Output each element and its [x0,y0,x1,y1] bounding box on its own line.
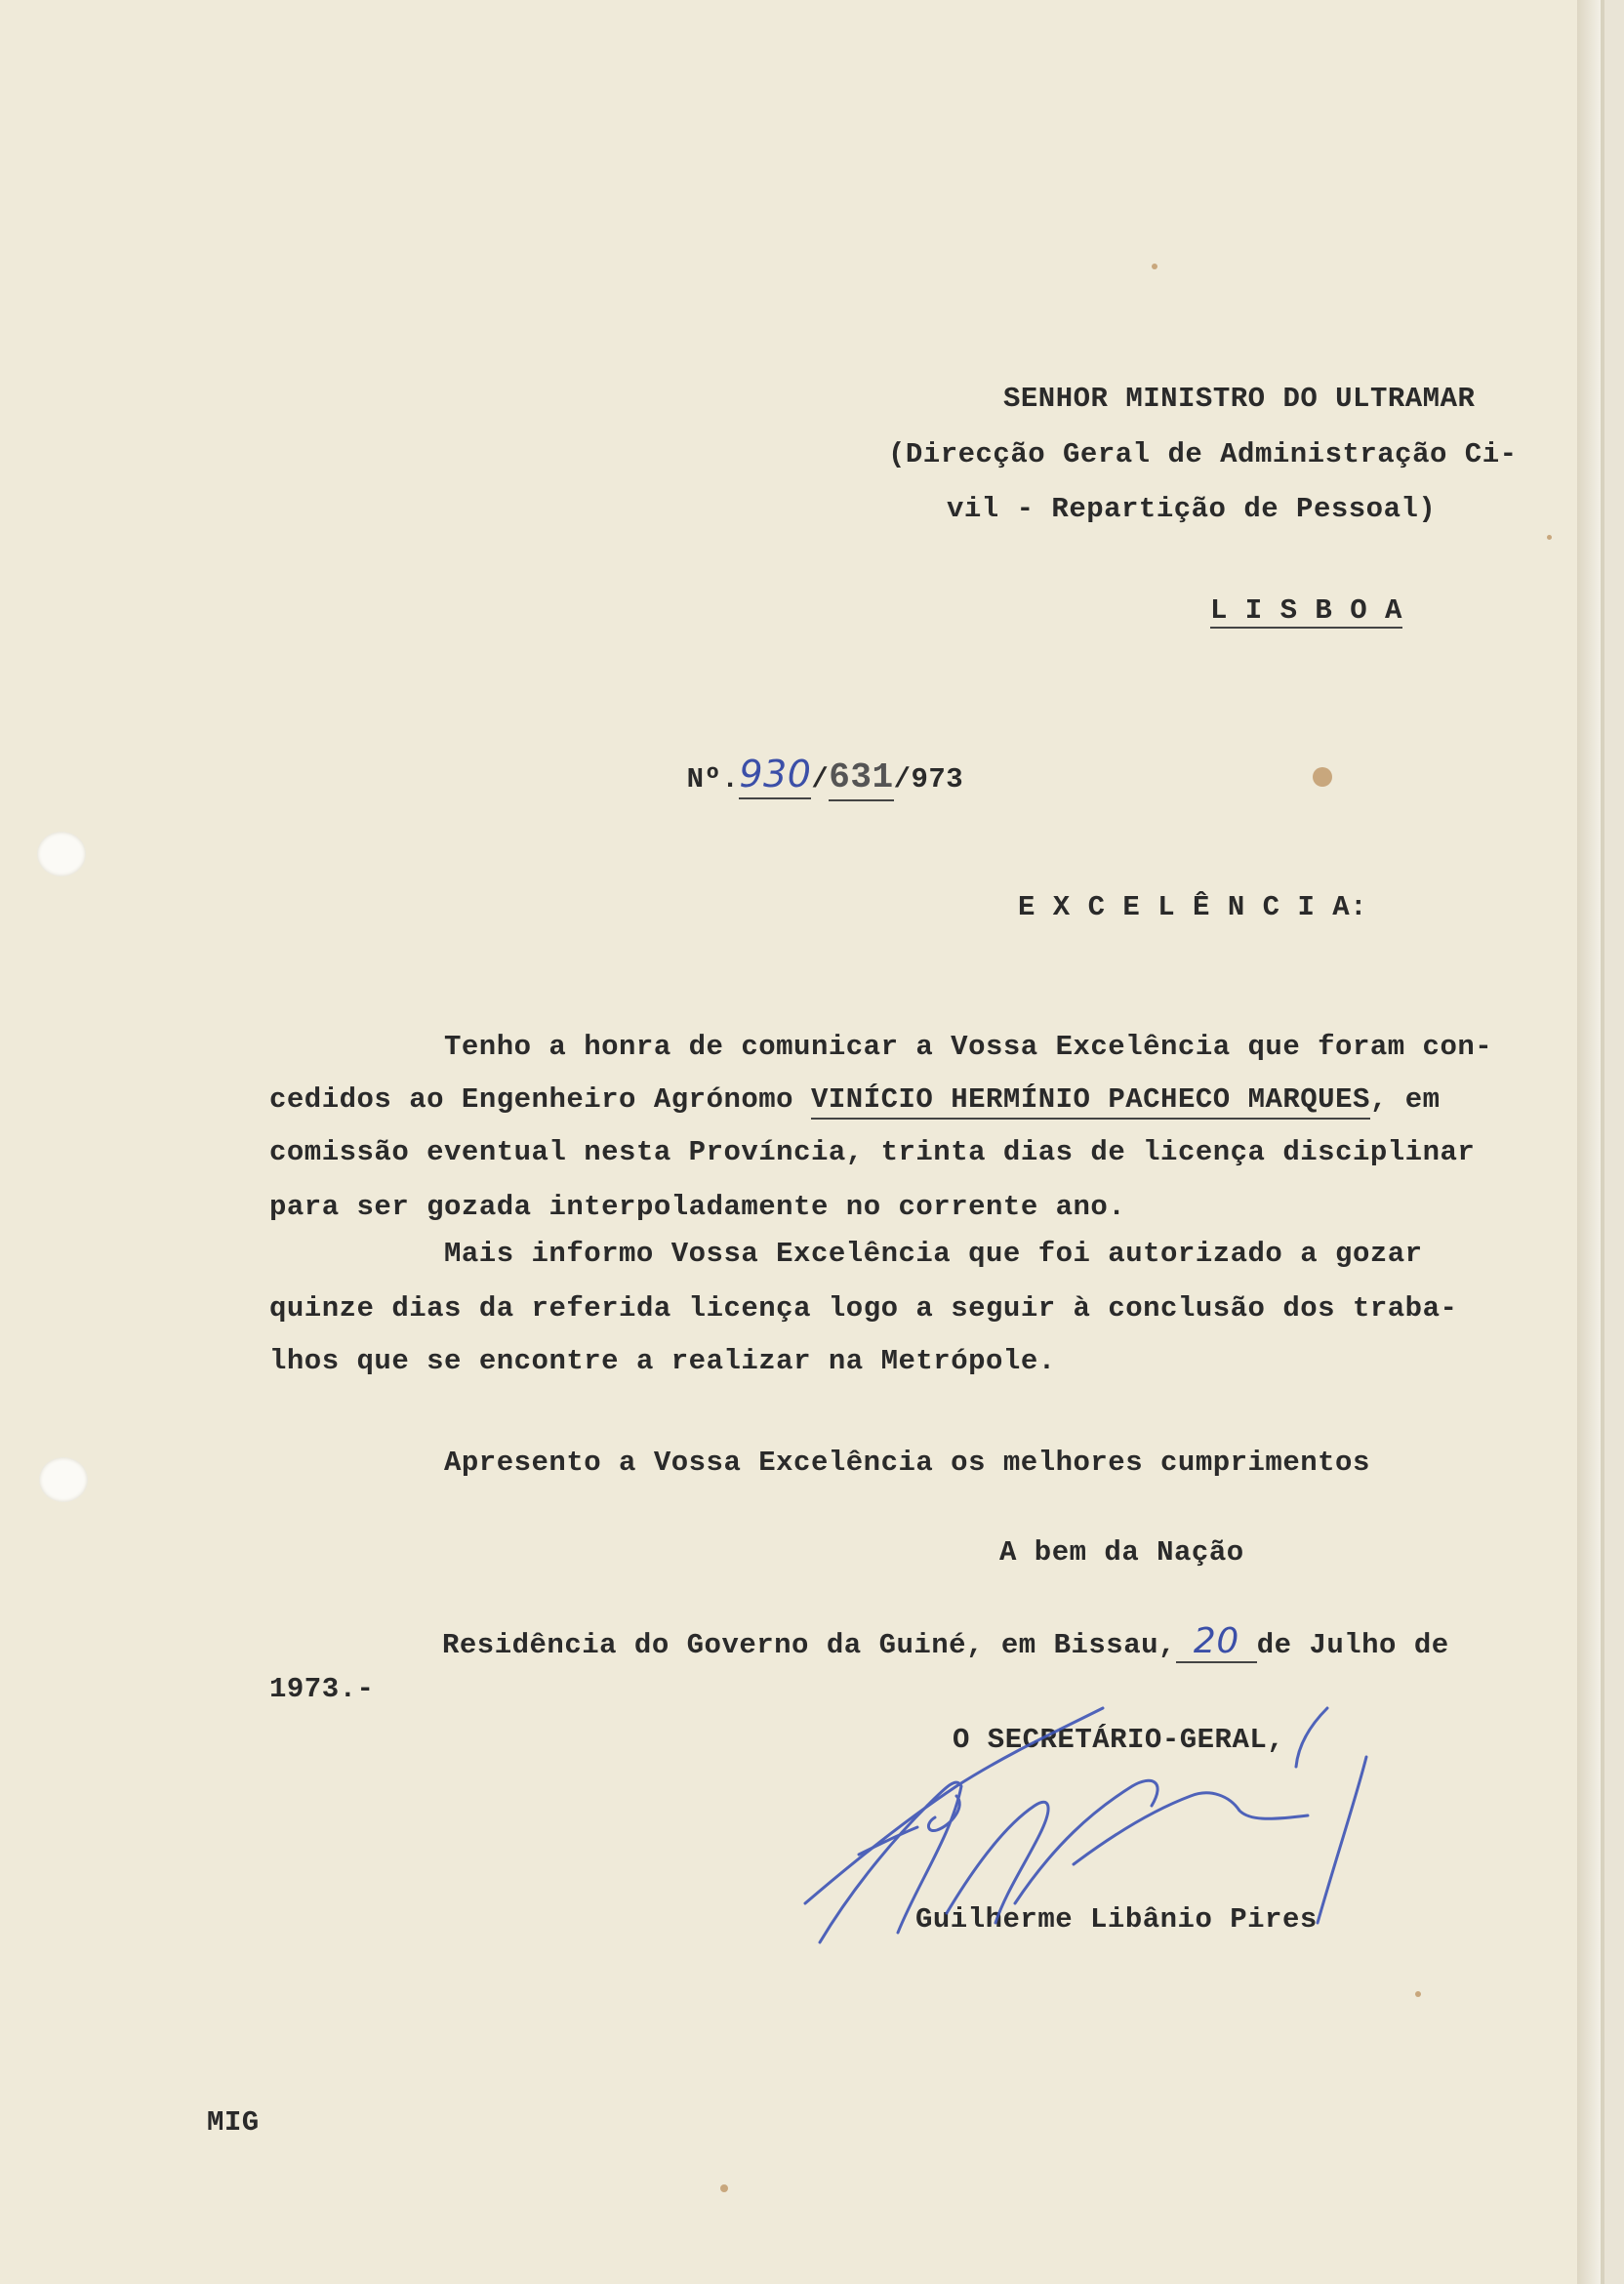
typist-initials: MIG [207,2106,260,2139]
punch-hole-bottom [39,1457,88,1502]
body-p1-line-2-end: , em [1369,1083,1441,1116]
body-p1-line-4: para ser gozada interpoladamente no corrente ano. [269,1191,1126,1223]
stain-spot [1313,767,1332,787]
stain-spot [720,2184,728,2192]
reference-prefix: Nº. [686,763,740,795]
place-date-end: de Julho de [1256,1629,1449,1661]
body-p2-line-3: lhos que se encontre a realizar na Metrópole. [269,1345,1056,1377]
salutation: E X C E L Ê N C I A: [1018,891,1368,923]
body-p1-line-2-start: cedidos ao Engenheiro Agrónomo [269,1083,811,1116]
punch-hole-top [37,832,86,877]
stain-spot [1547,535,1552,540]
closing-motto: A bem da Nação [999,1536,1244,1569]
addressee-line-1: SENHOR MINISTRO DO ULTRAMAR [1003,383,1476,415]
page-edge [1577,0,1601,2284]
handwritten-signature [781,1640,1386,1991]
stain-spot [1415,1991,1421,1997]
body-p1-line-1: Tenho a honra de comunicar a Vossa Excelência que foram con- [444,1031,1493,1063]
reference-separator: / [811,763,830,795]
engineer-name: VINÍCIO HERMÍNIO PACHECO MARQUES [811,1083,1370,1120]
reference-number [617,727,963,824]
stain-spot [1152,264,1157,269]
closing-year: 1973.- [269,1673,375,1705]
reference-year: /973 [893,763,964,795]
body-p1-line-3: comissão eventual nesta Província, trinta dias de licença disciplinar [269,1136,1476,1168]
reference-handwritten-number: 930 [739,753,811,799]
signatory-title: O SECRETÁRIO-GERAL, [953,1724,1285,1756]
place-date-start: Residência do Governo da Guiné, em Bissau, [442,1629,1176,1661]
body-p2-line-1: Mais informo Vossa Excelência que foi autorizado a gozar [444,1238,1423,1270]
addressee-line-2: (Direcção Geral de Administração Ci- [888,438,1518,470]
body-p1-line-2 [269,1085,1441,1114]
reference-stamped-number: 631 [829,757,893,801]
addressee-city: L I S B O A [1210,594,1402,627]
closing-compliments: Apresento a Vossa Excelência os melhores cumprimentos [444,1447,1370,1479]
body-p2-line-2: quinze dias da referida licença logo a seguir à conclusão dos traba- [269,1292,1458,1325]
handwritten-day: 20 [1176,1621,1257,1663]
addressee-line-3: vil - Repartição de Pessoal) [947,493,1437,525]
signatory-name: Guilherme Libânio Pires [915,1903,1318,1936]
